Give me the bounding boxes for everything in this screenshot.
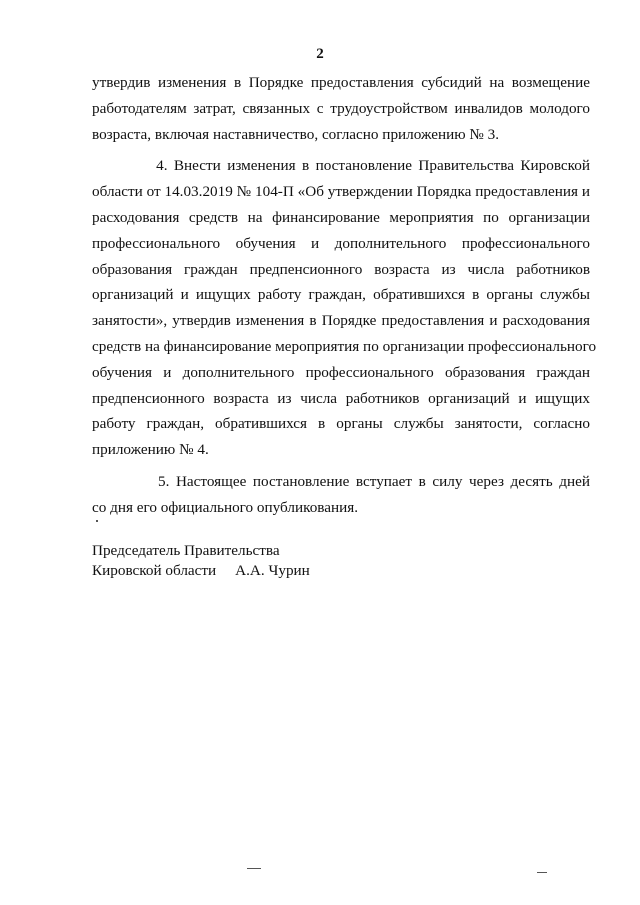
paragraph	[92, 70, 590, 147]
scan-speck	[247, 868, 261, 869]
text-line: средств на финансирование мероприятия по организации профессионального	[92, 337, 597, 355]
text-line: работу граждан, обратившихся в органы службы занятости, согласно	[92, 415, 590, 433]
text-line: приложению № 4.	[92, 441, 209, 459]
text-line: работодателям затрат, связанных с трудоустройством инвалидов молодого	[92, 99, 590, 117]
signatory-region: Кировской области	[92, 562, 217, 579]
text-line: области от 14.03.2019 № 104-П «Об утверждении Порядка предоставления и	[92, 183, 590, 201]
text-line: 5. Настоящее постановление вступает в силу через десять дней	[92, 472, 590, 490]
text-line: возраста, включая наставничество, согласно приложению № 3.	[92, 125, 500, 143]
paragraph	[92, 469, 590, 521]
signatory-name: А.А. Чурин	[235, 562, 310, 579]
signatory-region-line	[92, 561, 310, 581]
signatory-title: Председатель Правительства	[92, 542, 280, 559]
scan-speck	[537, 872, 547, 873]
document-body	[92, 70, 597, 521]
signature-block	[92, 541, 310, 581]
text-line: со дня его официального опубликования.	[92, 498, 359, 516]
text-line: расходования средств на финансирование мероприятия по организации	[92, 208, 590, 226]
text-line: предпенсионного возраста из числа работников организаций и ищущих	[92, 389, 590, 407]
text-line: занятости», утвердив изменения в Порядке предоставления и расходования	[92, 312, 590, 330]
text-line: образования граждан предпенсионного возраста из числа работников	[92, 260, 590, 278]
page-number: 2	[316, 46, 324, 62]
text-line: 4. Внести изменения в постановление Правительства Кировской	[92, 157, 590, 175]
paragraph	[92, 153, 597, 463]
text-line: профессионального обучения и дополнительного профессионального	[92, 234, 590, 252]
text-line: организаций и ищущих работу граждан, обратившихся в органы службы	[92, 286, 590, 304]
text-line: обучения и дополнительного профессионального образования граждан	[92, 363, 590, 381]
text-line: утвердив изменения в Порядке предоставления субсидий на возмещение	[92, 74, 590, 91]
scan-speck	[96, 520, 98, 522]
